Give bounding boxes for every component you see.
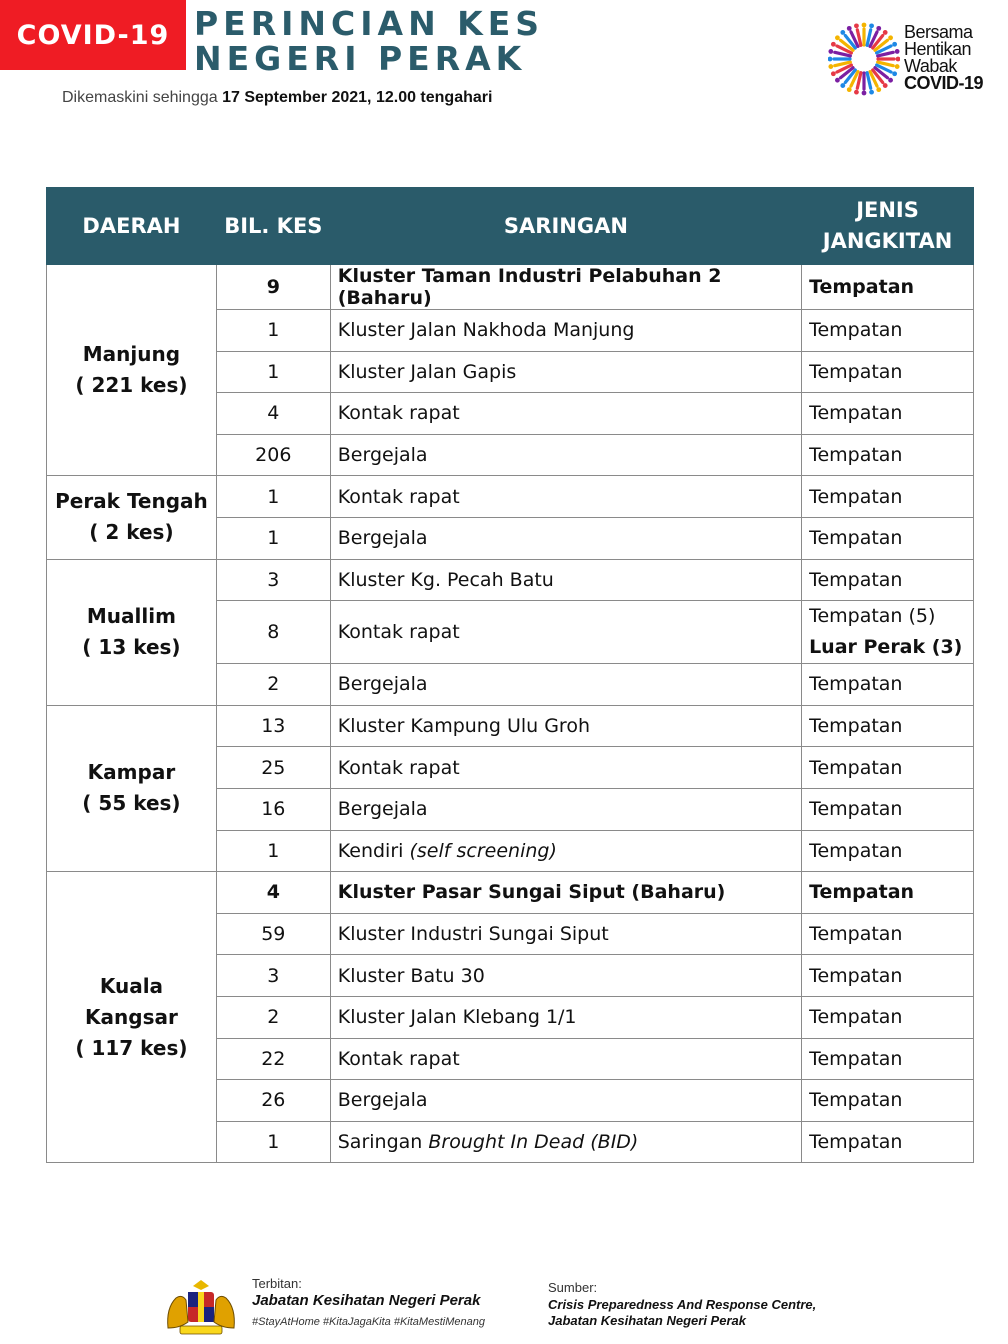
district-name: Muallim bbox=[86, 604, 176, 629]
saringan-italic: (self screening) bbox=[409, 839, 557, 862]
bil-kes-cell: 1 bbox=[216, 351, 330, 393]
header-jenis-line2: JANGKITAN bbox=[822, 229, 953, 253]
saringan-cell: Kluster Kampung Ulu Groh bbox=[330, 705, 801, 747]
header-bil-kes: BIL. KES bbox=[216, 188, 330, 265]
campaign-line3: Wabak bbox=[904, 56, 957, 76]
district-total: ( 2 kes) bbox=[89, 520, 174, 545]
saringan-cell bbox=[330, 830, 801, 872]
jenis-cell: Tempatan bbox=[802, 830, 974, 872]
header-saringan: SARINGAN bbox=[330, 188, 801, 265]
campaign-logo-text bbox=[904, 24, 983, 92]
page-title-line2: NEGERI PERAK bbox=[194, 39, 527, 78]
table-row bbox=[47, 265, 974, 310]
district-cell bbox=[47, 872, 217, 1163]
bil-kes-cell: 16 bbox=[216, 788, 330, 830]
district-total: ( 13 kes) bbox=[82, 635, 181, 660]
bil-kes-cell: 4 bbox=[216, 393, 330, 435]
bil-kes-cell: 4 bbox=[216, 872, 330, 914]
saringan-cell: Kontak rapat bbox=[330, 476, 801, 518]
header-jenis-line1: JENIS bbox=[856, 198, 919, 222]
update-prefix: Dikemaskini sehingga bbox=[62, 89, 223, 106]
bil-kes-cell: 2 bbox=[216, 996, 330, 1038]
bil-kes-cell: 1 bbox=[216, 1121, 330, 1163]
saringan-cell: Kluster Jalan Gapis bbox=[330, 351, 801, 393]
bil-kes-cell: 8 bbox=[216, 601, 330, 664]
jenis-cell: Tempatan bbox=[802, 664, 974, 706]
saringan-cell: Kluster Jalan Nakhoda Manjung bbox=[330, 310, 801, 352]
bil-kes-cell: 3 bbox=[216, 955, 330, 997]
jenis-cell: Tempatan bbox=[802, 434, 974, 476]
source-line2: Jabatan Kesihatan Negeri Perak bbox=[548, 1313, 746, 1328]
saringan-cell: Bergejala bbox=[330, 517, 801, 559]
header-jenis-jangkitan bbox=[802, 188, 974, 265]
jenis-cell: Tempatan bbox=[802, 1080, 974, 1122]
saringan-cell: Bergejala bbox=[330, 434, 801, 476]
district-name: Manjung bbox=[82, 342, 181, 367]
jenis-tempatan: Tempatan (5) bbox=[809, 605, 936, 628]
bil-kes-cell: 1 bbox=[216, 830, 330, 872]
table-header-row bbox=[47, 188, 974, 265]
covid19-badge: COVID-19 bbox=[0, 0, 186, 70]
jenis-cell: Tempatan bbox=[802, 996, 974, 1038]
jenis-cell: Tempatan bbox=[802, 476, 974, 518]
bil-kes-cell: 206 bbox=[216, 434, 330, 476]
jenis-luar-perak: Luar Perak (3) bbox=[809, 636, 963, 659]
jenis-cell: Tempatan bbox=[802, 872, 974, 914]
saringan-cell: Kontak rapat bbox=[330, 393, 801, 435]
saringan-cell: Kluster Industri Sungai Siput bbox=[330, 913, 801, 955]
saringan-italic: Brought In Dead (BID) bbox=[428, 1130, 639, 1153]
table-row bbox=[47, 705, 974, 747]
district-name: Kuala Kangsar bbox=[85, 973, 178, 1029]
saringan-cell: Kluster Pasar Sungai Siput (Baharu) bbox=[330, 872, 801, 914]
bil-kes-cell: 3 bbox=[216, 559, 330, 601]
saringan-cell: Kontak rapat bbox=[330, 1038, 801, 1080]
saringan-text: Saringan bbox=[337, 1130, 423, 1153]
saringan-cell: Kluster Kg. Pecah Batu bbox=[330, 559, 801, 601]
saringan-cell: Kluster Jalan Klebang 1/1 bbox=[330, 996, 801, 1038]
publisher-block bbox=[162, 1276, 522, 1338]
bil-kes-cell: 13 bbox=[216, 705, 330, 747]
saringan-cell: Bergejala bbox=[330, 1080, 801, 1122]
jenis-cell: Tempatan bbox=[802, 1121, 974, 1163]
update-timestamp bbox=[62, 89, 492, 107]
saringan-cell bbox=[330, 1121, 801, 1163]
page-title bbox=[194, 6, 614, 76]
coat-of-arms-icon bbox=[162, 1278, 240, 1338]
bil-kes-cell: 22 bbox=[216, 1038, 330, 1080]
district-cell bbox=[47, 265, 217, 476]
hashtags: #StayAtHome #KitaJagaKita #KitaMestiMenang bbox=[252, 1316, 485, 1328]
jenis-cell: Tempatan bbox=[802, 517, 974, 559]
jenis-cell: Tempatan bbox=[802, 351, 974, 393]
table-row bbox=[47, 872, 974, 914]
table-row bbox=[47, 559, 974, 601]
jenis-cell: Tempatan bbox=[802, 955, 974, 997]
publisher-name: Jabatan Kesihatan Negeri Perak bbox=[252, 1292, 481, 1309]
table-row bbox=[47, 476, 974, 518]
jenis-cell: Tempatan bbox=[802, 1038, 974, 1080]
jenis-cell: Tempatan bbox=[802, 559, 974, 601]
page-title-line1: PERINCIAN KES bbox=[194, 4, 545, 43]
jenis-cell: Tempatan bbox=[802, 705, 974, 747]
jenis-cell: Tempatan bbox=[802, 913, 974, 955]
saringan-cell: Kluster Taman Industri Pelabuhan 2 (Baharu) bbox=[330, 265, 801, 310]
district-cell bbox=[47, 559, 217, 705]
bil-kes-cell: 2 bbox=[216, 664, 330, 706]
bil-kes-cell: 1 bbox=[216, 517, 330, 559]
district-cell bbox=[47, 705, 217, 871]
saringan-cell: Kontak rapat bbox=[330, 747, 801, 789]
bil-kes-cell: 26 bbox=[216, 1080, 330, 1122]
cases-table bbox=[46, 187, 974, 1163]
saringan-cell: Kluster Batu 30 bbox=[330, 955, 801, 997]
district-cell bbox=[47, 476, 217, 559]
bil-kes-cell: 59 bbox=[216, 913, 330, 955]
source-label: Sumber: bbox=[548, 1280, 598, 1295]
district-total: ( 221 kes) bbox=[75, 373, 188, 398]
campaign-line1: Bersama bbox=[904, 22, 973, 42]
jenis-cell: Tempatan bbox=[802, 265, 974, 310]
jenis-cell: Tempatan bbox=[802, 393, 974, 435]
source-block bbox=[548, 1280, 848, 1329]
sunburst-icon bbox=[828, 20, 900, 98]
jenis-cell: Tempatan bbox=[802, 310, 974, 352]
saringan-cell: Kontak rapat bbox=[330, 601, 801, 664]
update-value: 17 September 2021, 12.00 tengahari bbox=[222, 89, 493, 106]
source-line1: Crisis Preparedness And Response Centre, bbox=[548, 1297, 817, 1312]
district-name: Perak Tengah bbox=[55, 489, 208, 514]
bil-kes-cell: 9 bbox=[216, 265, 330, 310]
publisher-label: Terbitan: bbox=[252, 1276, 302, 1291]
jenis-cell: Tempatan bbox=[802, 788, 974, 830]
district-total: ( 55 kes) bbox=[82, 791, 181, 816]
source-text bbox=[548, 1297, 848, 1329]
campaign-logo bbox=[828, 16, 998, 102]
jenis-cell: Tempatan bbox=[802, 747, 974, 789]
bil-kes-cell: 1 bbox=[216, 310, 330, 352]
bil-kes-cell: 1 bbox=[216, 476, 330, 518]
saringan-cell: Bergejala bbox=[330, 788, 801, 830]
saringan-cell: Bergejala bbox=[330, 664, 801, 706]
bil-kes-cell: 25 bbox=[216, 747, 330, 789]
saringan-text: Kendiri bbox=[337, 839, 404, 862]
district-name: Kampar bbox=[87, 760, 176, 785]
jenis-cell bbox=[802, 601, 974, 664]
header-daerah: DAERAH bbox=[47, 188, 217, 265]
district-total: ( 117 kes) bbox=[75, 1035, 188, 1060]
campaign-line4: COVID-19 bbox=[904, 73, 984, 93]
campaign-line2: Hentikan bbox=[904, 39, 972, 59]
